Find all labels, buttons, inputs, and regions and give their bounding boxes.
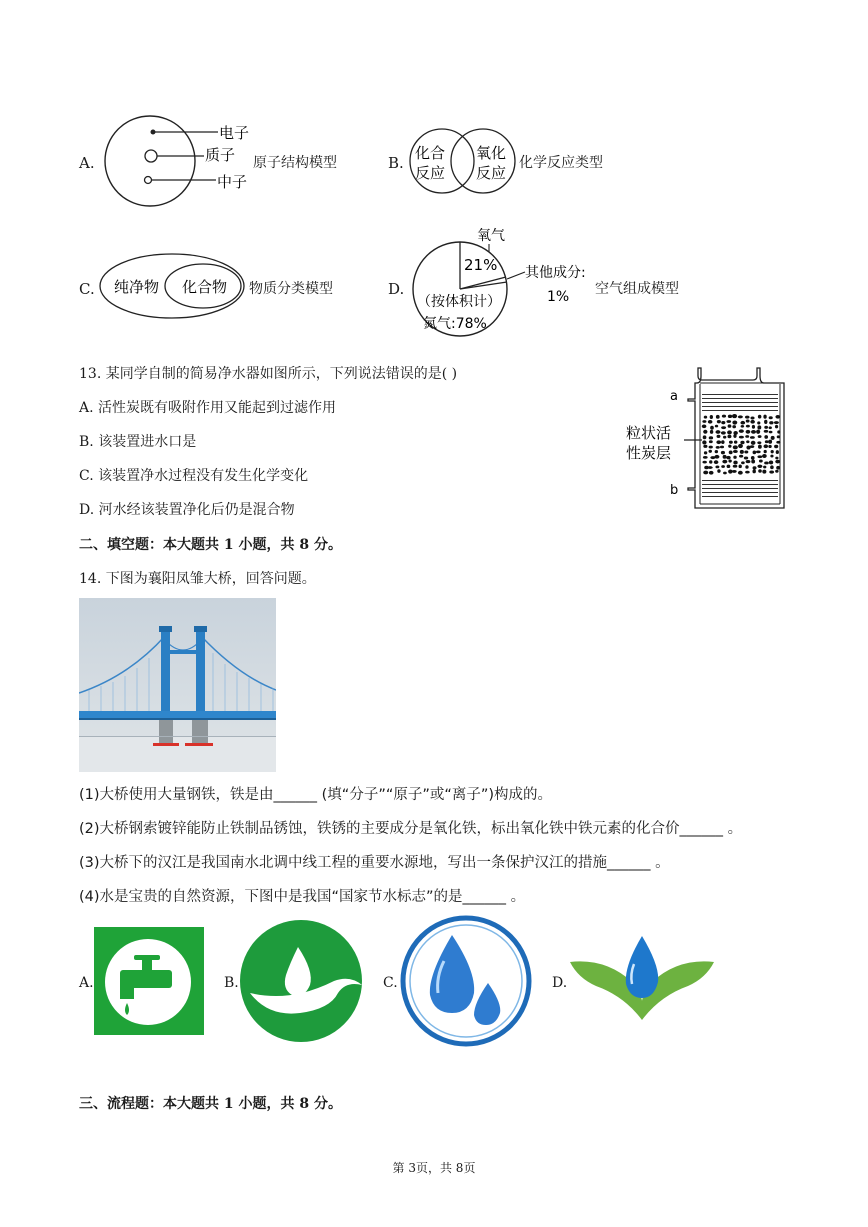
q14-part-4: (4)水是宝贵的自然资源，下图中是我国“国家节水标志”的是______ 。 xyxy=(79,889,526,905)
other-label: 其他成分: xyxy=(525,265,586,281)
logo-a-letter: A. xyxy=(79,975,94,991)
option-a-letter: A. xyxy=(79,154,95,172)
carbon-layer-label-2: 性炭层 xyxy=(626,444,672,462)
inlet-a-label: a xyxy=(670,389,678,404)
q14-part-3: (3)大桥下的汉江是我国南水北调中线工程的重要水源地，写出一条保护汉江的措施______ 。 xyxy=(79,855,670,871)
q13-option-d: D. 河水经该装置净化后仍是混合物 xyxy=(79,502,295,518)
option-b-letter: B. xyxy=(388,154,404,172)
reaction-venn-diagram xyxy=(404,125,520,195)
air-composition-pie xyxy=(405,222,605,342)
outlet-b-label: b xyxy=(670,483,679,498)
water-drops-logo xyxy=(398,915,534,1047)
compound-label: 化合物 xyxy=(182,278,228,296)
q13-option-a: A. 活性炭既有吸附作用又能起到过滤作用 xyxy=(79,400,337,416)
water-purifier-figure xyxy=(620,362,790,512)
leaf-drop-logo xyxy=(566,932,718,1024)
q14-part-2: (2)大桥钢索镀锌能防止铁制品锈蚀，铁锈的主要成分是氧化铁，标出氧化铁中铁元素的化合价______ 。 xyxy=(79,821,743,837)
faucet-logo xyxy=(94,927,204,1035)
page-footer: 第 3页，共 8页 xyxy=(392,1161,476,1175)
option-c-letter: C. xyxy=(79,280,95,298)
oxygen-percent: 21% xyxy=(464,256,498,274)
q13-option-b: B. 该装置进水口是 xyxy=(79,434,197,450)
oxidation-label-1: 氧化 xyxy=(476,144,507,162)
logo-b-letter: B. xyxy=(224,975,239,991)
bridge-photo xyxy=(79,598,276,772)
volume-basis-label: （按体积计） xyxy=(417,294,501,310)
combination-label-2: 反应 xyxy=(415,164,446,182)
q13-stem: 13. 某同学自制的简易净水器如图所示，下列说法错误的是( ) xyxy=(79,366,458,382)
neutron-label: 中子 xyxy=(217,173,248,191)
section-3-heading: 三、流程题：本大题共 1 小题，共 8 分。 xyxy=(79,1096,342,1112)
carbon-layer-label-1: 粒状活 xyxy=(626,424,672,442)
oxidation-label-2: 反应 xyxy=(476,164,507,182)
nitrogen-label: 氮气:78% xyxy=(423,316,487,332)
option-b-caption: 化学反应类型 xyxy=(519,155,603,171)
option-d-letter: D. xyxy=(388,280,405,298)
section-2-heading: 二、填空题：本大题共 1 小题，共 8 分。 xyxy=(79,537,342,553)
q13-option-c: C. 该装置净水过程没有发生化学变化 xyxy=(79,468,309,484)
q14-stem: 14. 下图为襄阳凤雏大桥，回答问题。 xyxy=(79,571,316,587)
electron-label: 电子 xyxy=(219,124,250,142)
q14-part-1: (1)大桥使用大量钢铁，铁是由______ (填“分子”“原子”或“离子”)构成的。 xyxy=(79,787,553,803)
combination-label-1: 化合 xyxy=(415,144,446,162)
water-saving-logo xyxy=(238,919,364,1043)
other-percent: 1% xyxy=(547,289,570,305)
logo-c-letter: C. xyxy=(383,975,398,991)
proton-label: 质子 xyxy=(205,146,236,164)
option-a-caption: 原子结构模型 xyxy=(253,155,337,171)
substance-classification-diagram xyxy=(98,252,248,320)
option-c-caption: 物质分类模型 xyxy=(249,281,333,297)
atom-structure-diagram xyxy=(98,112,258,210)
pure-substance-label: 纯净物 xyxy=(114,278,160,296)
oxygen-label: 氧气 xyxy=(477,228,505,244)
option-d-caption: 空气组成模型 xyxy=(595,281,679,297)
logo-d-letter: D. xyxy=(552,975,568,991)
